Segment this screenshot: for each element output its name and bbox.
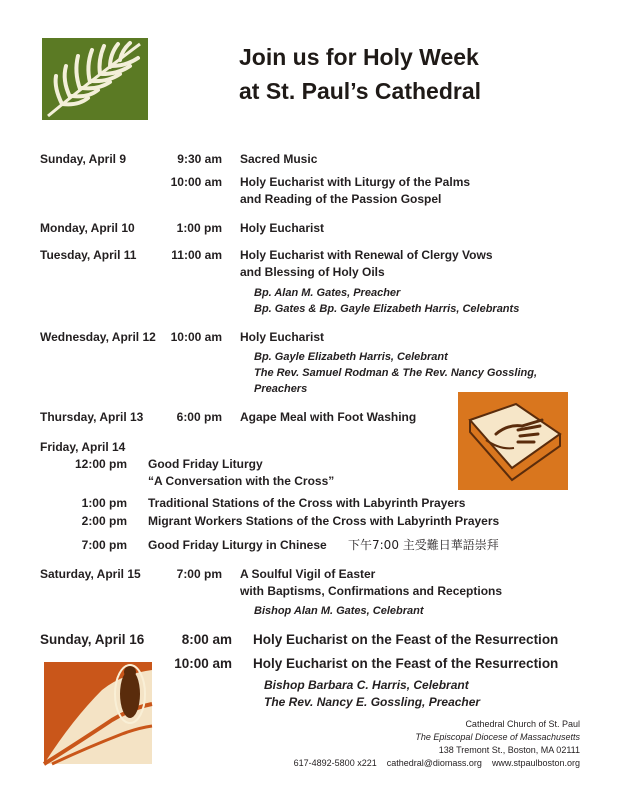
event: with Baptisms, Confirmations and Receptions [240,584,503,598]
time: 8:00 am [181,632,232,647]
event: Agape Meal with Foot Washing [240,410,417,424]
day-saturday-april-15: Saturday, April 15 [40,567,141,581]
event: Holy Eucharist [240,221,325,235]
page-title-line2: at St. Paul’s Cathedral [239,78,481,104]
footer-email[interactable]: cathedral@diomass.org [386,758,482,768]
time: 10:00 am [174,656,232,671]
event: Sacred Music [240,152,318,166]
time: 10:00 am [170,175,222,189]
day-tuesday-april-11: Tuesday, April 11 [40,248,137,262]
time: 1:00 pm [176,221,222,235]
time: 7:00 pm [176,567,222,581]
palm-frond-art [40,36,150,122]
footer-address: 138 Tremont St., Boston, MA 02111 [438,745,580,755]
event: Holy Eucharist [240,330,325,344]
event: Holy Eucharist with Renewal of Clergy Vows [240,248,493,262]
risen-figure-art [42,660,154,766]
event: A Soulful Vigil of Easter [240,567,376,581]
event: Holy Eucharist on the Feast of the Resurrection [253,632,559,647]
day-thursday-april-13: Thursday, April 13 [40,410,144,424]
footer-diocese: The Episcopal Diocese of Massachusetts [415,732,580,742]
celebrant-note: Bp. Gates & Bp. Gayle Elizabeth Harris, Celebrants [254,303,520,315]
time: 9:30 am [177,152,222,166]
day-friday-april-14: Friday, April 14 [40,440,126,454]
page-title-line1: Join us for Holy Week [239,44,479,70]
footer-contact [294,757,580,770]
time: 7:00 pm [81,538,127,552]
day-sunday-april-9: Sunday, April 9 [40,152,127,166]
preacher-note: The Rev. Nancy E. Gossling, Preacher [264,695,481,709]
time: 6:00 pm [176,410,222,424]
event: and Blessing of Holy Oils [240,265,385,279]
event: Good Friday Liturgy [148,457,263,471]
time: 11:00 am [171,248,222,262]
footer-website[interactable]: www.stpaulboston.org [491,758,580,768]
day-sunday-april-16: Sunday, April 16 [40,632,145,647]
event: Migrant Workers Stations of the Cross with Labyrinth Prayers [148,514,500,528]
time: 10:00 am [170,330,222,344]
preacher-note: Preachers [254,383,308,395]
event: Holy Eucharist with Liturgy of the Palms [240,175,471,189]
event-chinese: 下午7:00 主受難日華語崇拜 [348,538,499,552]
time: 12:00 pm [74,457,127,471]
hand-book-art [456,390,570,492]
event: Good Friday Liturgy in Chinese [148,538,327,552]
time: 2:00 pm [81,514,127,528]
celebrant-note: Bp. Gayle Elizabeth Harris, Celebrant [254,351,448,363]
day-wednesday-april-12: Wednesday, April 12 [40,330,156,344]
celebrant-note: Bishop Barbara C. Harris, Celebrant [264,678,469,692]
event: and Reading of the Passion Gospel [240,192,442,206]
preacher-note: The Rev. Samuel Rodman & The Rev. Nancy Gossling, [254,367,538,379]
event: Traditional Stations of the Cross with Labyrinth Prayers [148,496,466,510]
event: “A Conversation with the Cross” [148,474,335,488]
event: Holy Eucharist on the Feast of the Resurrection [253,656,559,671]
celebrant-note: Bishop Alan M. Gates, Celebrant [254,605,424,617]
day-monday-april-10: Monday, April 10 [40,221,135,235]
time: 1:00 pm [81,496,127,510]
footer-phone: 617-4892-5800 x221 [293,758,377,768]
celebrant-note: Bp. Alan M. Gates, Preacher [254,287,401,299]
footer-church-name: Cathedral Church of St. Paul [465,719,580,729]
